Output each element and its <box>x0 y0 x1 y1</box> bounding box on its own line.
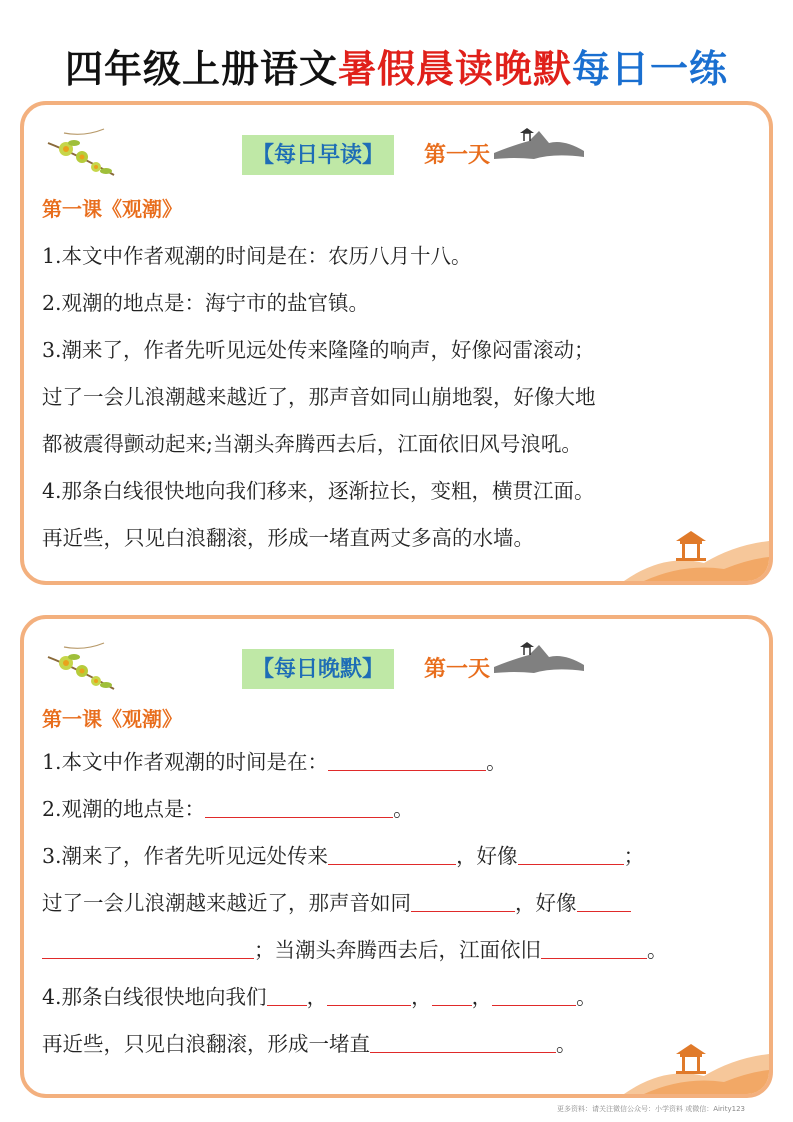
evening-lesson-title: 第一课《观潮》 <box>42 707 182 731</box>
evening-line-5-text: ；当潮头奔腾西去后，江面依旧 <box>254 938 541 962</box>
footer-note: 更多资料：请关注微信公众号：小学资料 或微信：Airity123 <box>556 1105 745 1113</box>
morning-text-block <box>42 233 757 562</box>
answer-blank[interactable] <box>267 983 307 1006</box>
evening-line-7 <box>42 1021 757 1068</box>
answer-blank[interactable] <box>42 936 254 959</box>
answer-blank[interactable] <box>370 1030 556 1053</box>
punct: ； <box>623 844 645 868</box>
answer-blank[interactable] <box>518 842 624 865</box>
punct: 。 <box>576 985 597 1009</box>
punct: ， <box>306 985 328 1009</box>
evening-line-4-text: 过了一会儿浪潮越来越近了，那声音如同 <box>42 891 411 915</box>
evening-line-7-text: 再近些，只见白浪翻滚，形成一堵直 <box>42 1032 370 1056</box>
title-part-reading: 暑假晨读晚默 <box>337 47 572 91</box>
punct: 。 <box>393 797 414 821</box>
evening-line-5 <box>42 927 757 974</box>
punct: ， <box>471 985 493 1009</box>
punct: 。 <box>486 750 507 774</box>
punct: ， <box>411 985 432 1009</box>
evening-text-block <box>42 739 757 1068</box>
evening-line-1 <box>42 739 757 786</box>
evening-header <box>24 649 769 689</box>
answer-blank[interactable] <box>328 842 456 865</box>
morning-reading-card <box>20 101 773 585</box>
morning-line-4: 过了一会儿浪潮越来越近了，那声音如同山崩地裂，好像大地 <box>42 385 596 409</box>
morning-lesson-title: 第一课《观潮》 <box>42 197 182 221</box>
evening-line-3 <box>42 833 757 880</box>
morning-line-3: 3.潮来了，作者先听见远处传来隆隆的响声，好像闷雷滚动； <box>42 338 595 362</box>
answer-blank[interactable] <box>411 889 515 912</box>
page-title <box>0 38 793 93</box>
evening-tag: 【每日晚默】 <box>242 649 394 689</box>
morning-line-6: 4.那条白线很快地向我们移来，逐渐拉长，变粗，横贯江面。 <box>42 479 595 503</box>
evening-line-2-text: 2.观潮的地点是： <box>42 797 206 821</box>
answer-blank[interactable] <box>541 936 647 959</box>
punct: 。 <box>556 1032 577 1056</box>
evening-line-3-text: 3.潮来了，作者先听见远处传来 <box>42 844 329 868</box>
morning-line-5: 都被震得颤动起来;当潮头奔腾西去后，江面依旧风号浪吼。 <box>42 432 582 456</box>
answer-blank[interactable] <box>328 748 486 771</box>
answer-blank[interactable] <box>577 889 631 912</box>
evening-line-4-text-b: ，好像 <box>515 891 577 915</box>
morning-tag: 【每日早读】 <box>242 135 394 175</box>
evening-line-6-text: 4.那条白线很快地向我们 <box>42 985 267 1009</box>
evening-day-label: 第一天 <box>424 656 491 682</box>
evening-line-4 <box>42 880 757 927</box>
answer-blank[interactable] <box>327 983 411 1006</box>
evening-line-3-text-b: ，好像 <box>456 844 518 868</box>
punct: 。 <box>647 938 668 962</box>
evening-line-2 <box>42 786 757 833</box>
title-part-daily: 每日一练 <box>572 47 729 91</box>
answer-blank[interactable] <box>492 983 576 1006</box>
morning-line-1: 1.本文中作者观潮的时间是在：农历八月十八。 <box>42 244 472 268</box>
evening-line-6 <box>42 974 757 1021</box>
evening-line-1-text: 1.本文中作者观潮的时间是在： <box>42 750 329 774</box>
morning-line-2: 2.观潮的地点是：海宁市的盐官镇。 <box>42 291 370 315</box>
morning-header <box>24 135 769 175</box>
morning-day-label: 第一天 <box>424 142 491 168</box>
answer-blank[interactable] <box>205 795 393 818</box>
morning-line-7: 再近些，只见白浪翻滚，形成一堵直两丈多高的水墙。 <box>42 526 534 550</box>
answer-blank[interactable] <box>432 983 472 1006</box>
evening-dictation-card <box>20 615 773 1098</box>
title-part-grade: 四年级上册语文 <box>64 47 338 91</box>
